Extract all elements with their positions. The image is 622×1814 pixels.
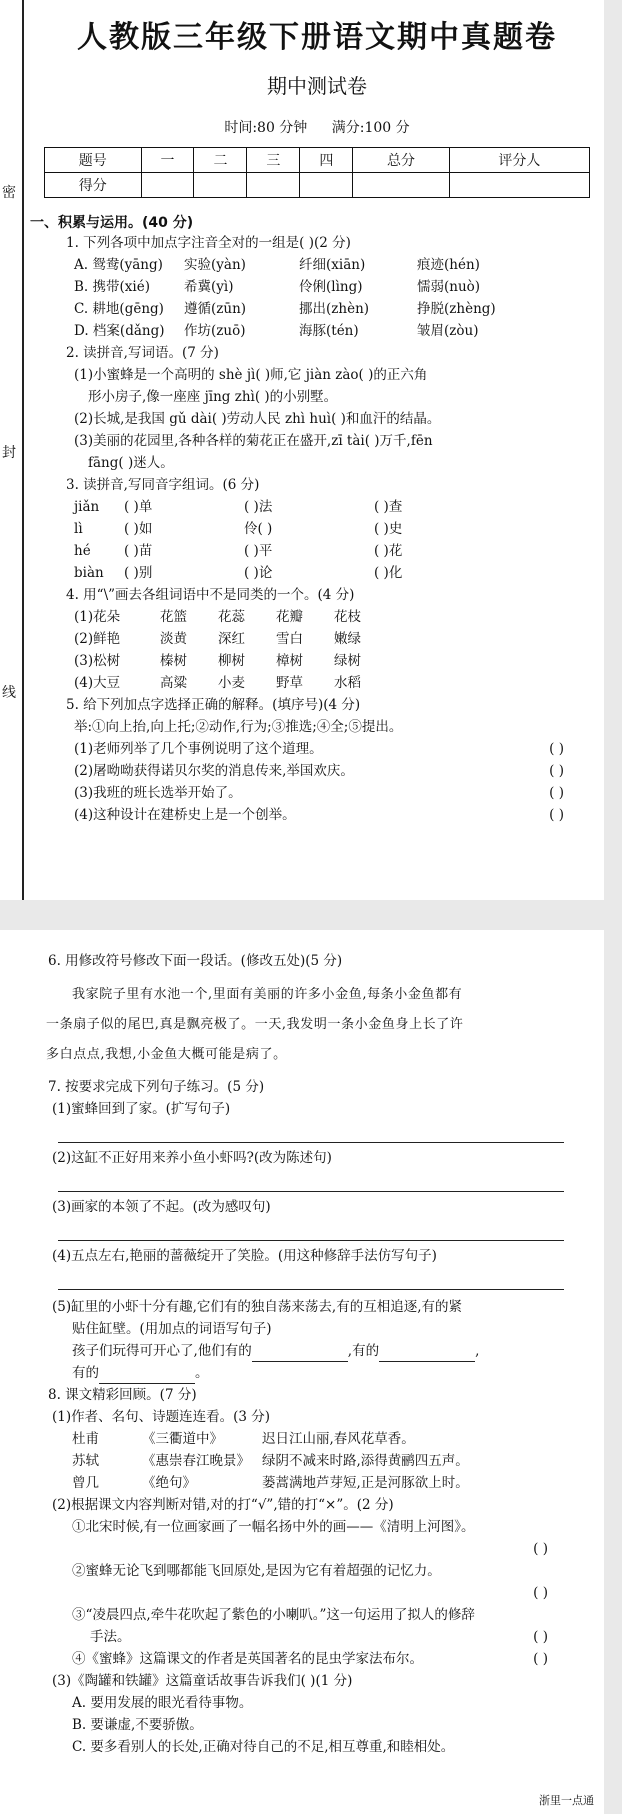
q8-poem-title[interactable]: 《三衢道中》: [142, 1431, 223, 1447]
q7-item5-text: 。: [195, 1365, 209, 1381]
q4-row: [74, 628, 604, 650]
q1-b-word: B. 携带(xié): [74, 279, 150, 295]
q4-word[interactable]: 嫩绿: [334, 631, 361, 647]
q3-blank[interactable]: ( )别: [124, 565, 153, 581]
q4-word[interactable]: 樟树: [276, 653, 303, 669]
q5-item: [74, 738, 604, 760]
q8-poem-line[interactable]: 绿阴不减来时路,添得黄鹂四五声。: [262, 1453, 469, 1469]
q4-word[interactable]: 榛树: [160, 653, 187, 669]
q4-word[interactable]: 高粱: [160, 675, 187, 691]
q3-blank[interactable]: ( )平: [244, 543, 273, 559]
exam-time: 时间:80 分钟: [224, 120, 308, 136]
q3-stem: 3. 读拼音,写同音字组词。(6 分): [66, 477, 260, 493]
q7-item5-line1: (5)缸里的小虾十分有趣,它们有的独自荡来荡去,有的互相追逐,有的紧: [52, 1299, 462, 1315]
q7-stem: 7. 按要求完成下列句子练习。(5 分): [48, 1079, 265, 1095]
q7-item5-text: 孩子们玩得可开心了,他们有的: [72, 1343, 252, 1359]
q8-part2: (2)根据课文内容判断对错,对的打“√”,错的打“×”。(2 分): [52, 1497, 394, 1513]
q8-judge-item: ①北宋时候,有一位画家画了一幅名扬中外的画——《清明上河图》。: [72, 1519, 475, 1535]
exam-page-1: [0, 0, 604, 900]
section1-title: 一、积累与运用。(40 分): [30, 215, 194, 231]
q7-item5-text: ,: [475, 1343, 480, 1359]
q3-blank[interactable]: 伶( ): [244, 521, 273, 537]
q8-judge-text: ④《蜜蜂》这篇课文的作者是英国著名的昆虫学家法布尔。: [72, 1651, 423, 1667]
q7-item5-line4: [72, 1362, 604, 1384]
score-header-cell: 评分人: [449, 148, 589, 173]
score-cell[interactable]: [247, 173, 300, 198]
q4-word[interactable]: (4)大豆: [74, 675, 121, 691]
q1-d-word: 作坊(zuō): [184, 323, 246, 339]
q3-blank[interactable]: ( )如: [124, 521, 153, 537]
q8-judge-item: ③“凌晨四点,牵牛花吹起了紫色的小喇叭。”这一句运用了拟人的修辞: [72, 1607, 475, 1623]
q1-c-word: 挣脱(zhèng): [417, 301, 496, 317]
q4-word[interactable]: (3)松树: [74, 653, 121, 669]
margin-mark-feng: 封: [2, 440, 16, 464]
q7-answer-line[interactable]: [58, 1124, 564, 1143]
q2-line: fāng( )迷人。: [88, 455, 174, 471]
exam-full-score: 满分:100 分: [331, 120, 410, 136]
q6-stem: 6. 用修改符号修改下面一段话。(修改五处)(5 分): [48, 953, 343, 969]
page-subtitle: 期中测试卷: [267, 74, 367, 98]
q8-poem-row: [72, 1472, 604, 1494]
q1-d-word: 海豚(tén): [299, 323, 359, 339]
q3-blank[interactable]: ( )苗: [124, 543, 153, 559]
q6-paragraph: [0, 980, 604, 1070]
q8-author[interactable]: 杜甫: [72, 1431, 99, 1447]
q3-blank[interactable]: ( )查: [374, 499, 403, 515]
q4-stem: 4. 用“\”画去各组词语中不是同类的一个。(4 分): [66, 587, 355, 603]
q8-part1: (1)作者、名句、诗题连连看。(3 分): [52, 1409, 271, 1425]
q1-c-word: C. 耕地(gēng): [74, 301, 164, 317]
score-cell[interactable]: [141, 173, 194, 198]
q5-answer-paren[interactable]: ( ): [549, 785, 564, 801]
q4-word[interactable]: 小麦: [218, 675, 245, 691]
score-cell[interactable]: [449, 173, 589, 198]
score-table-score-row: [45, 173, 590, 198]
q3-blank[interactable]: ( )花: [374, 543, 403, 559]
score-table: [44, 147, 590, 198]
score-header-cell: 一: [141, 148, 194, 173]
q8-poem-line[interactable]: 迟日江山丽,春风花草香。: [262, 1431, 415, 1447]
q5-item-text: (2)屠呦呦获得诺贝尔奖的消息传来,举国欢庆。: [74, 763, 354, 779]
q6-paragraph-line: 多白点点,我想,小金鱼大概可能是病了。: [46, 1047, 287, 1062]
q1-b-word: 希冀(yì): [184, 279, 234, 295]
score-cell[interactable]: [300, 173, 353, 198]
q5-answer-paren[interactable]: ( ): [549, 807, 564, 823]
score-cell[interactable]: [194, 173, 247, 198]
q5-item: [74, 760, 604, 782]
q2-line: (1)小蜜蜂是一个高明的 shè jì( )师,它 jiàn zào( )的正六角: [74, 367, 428, 383]
score-header-cell: 总分: [353, 148, 450, 173]
q1-option-b: [74, 276, 604, 298]
q3-blank[interactable]: ( )论: [244, 565, 273, 581]
q1-d-word: D. 档案(dǎng): [74, 323, 165, 339]
q4-row: [74, 650, 604, 672]
q8-judge-paren[interactable]: ( ): [533, 1629, 548, 1645]
q8-poem-title[interactable]: 《绝句》: [142, 1475, 196, 1491]
q4-row: [74, 606, 604, 628]
q3-row: [74, 518, 604, 540]
q5-item-text: (4)这种设计在建桥史上是一个创举。: [74, 807, 296, 823]
q8-judge-paren[interactable]: ( ): [533, 1651, 548, 1667]
q8-judge-item: [72, 1648, 604, 1670]
q1-a-word: 实验(yàn): [184, 257, 246, 273]
exam-sheet-2: [0, 930, 604, 1758]
q7-item: (2)这缸不正好用来养小鱼小虾吗?(改为陈述句): [52, 1150, 332, 1166]
q1-c-word: 遵循(zūn): [184, 301, 247, 317]
q1-stem: 1. 下列各项中加点字注音全对的一组是( )(2 分): [66, 235, 351, 251]
q1-c-word: 挪出(zhèn): [299, 301, 370, 317]
q7-answer-line[interactable]: [58, 1173, 564, 1192]
q1-a-word: 纤细(xiān): [299, 257, 366, 273]
q3-blank[interactable]: ( )史: [374, 521, 403, 537]
q4-word[interactable]: 淡黄: [160, 631, 187, 647]
q3-pinyin: biàn: [74, 565, 104, 581]
q5-answer-paren[interactable]: ( ): [549, 741, 564, 757]
q1-option-d: [74, 320, 604, 342]
q7-answer-line[interactable]: [58, 1271, 564, 1290]
q8-choice[interactable]: C. 要多看别人的长处,正确对待自己的不足,相互尊重,和睦相处。: [72, 1739, 455, 1755]
q1-option-a: [74, 254, 604, 276]
q3-row: [74, 562, 604, 584]
q1-option-c: [74, 298, 604, 320]
page-title: 人教版三年级下册语文期中真题卷: [77, 20, 557, 55]
q1-d-word: 皱眉(zòu): [417, 323, 479, 339]
q2-line: 形小房子,像一座座 jīng zhì( )的小别墅。: [88, 389, 338, 405]
q5-example: 举:①向上抬,向上托;②动作,行为;③推选;④全;⑤提出。: [74, 719, 403, 735]
score-table-header-row: [45, 148, 590, 173]
q6-paragraph-line: 我家院子里有水池一个,里面有美丽的许多小金鱼,每条小金鱼都有: [72, 987, 463, 1002]
q5-item-text: (3)我班的班长选举开始了。: [74, 785, 242, 801]
q8-choice[interactable]: B. 要谦虚,不要骄傲。: [72, 1717, 203, 1733]
q4-word[interactable]: 雪白: [276, 631, 303, 647]
q8-poem-line[interactable]: 蒌蒿满地芦芽短,正是河豚欲上时。: [262, 1475, 469, 1491]
q8-judge-paren[interactable]: ( ): [533, 1541, 548, 1557]
q8-part3: (3)《陶罐和铁罐》这篇童话故事告诉我们( )(1 分): [52, 1673, 353, 1689]
q5-item-text: (1)老师列举了几个事例说明了这个道理。: [74, 741, 323, 757]
score-row-label: 得分: [45, 173, 142, 198]
q4-row: [74, 672, 604, 694]
q8-judge-paren[interactable]: ( ): [533, 1585, 548, 1601]
q8-judge-text: 手法。: [90, 1629, 131, 1645]
q3-row: [74, 496, 604, 518]
q4-word[interactable]: 花篮: [160, 609, 187, 625]
q3-pinyin: jiǎn: [74, 499, 100, 515]
q7-item5-blank[interactable]: [252, 1361, 348, 1362]
q5-answer-paren[interactable]: ( ): [549, 763, 564, 779]
q4-word[interactable]: 花枝: [334, 609, 361, 625]
q7-item: (1)蜜蜂回到了家。(扩写句子): [52, 1101, 231, 1117]
q7-item: (4)五点左右,艳丽的蔷薇绽开了笑脸。(用这种修辞手法仿写句子): [52, 1248, 437, 1264]
q8-poem-row: [72, 1428, 604, 1450]
q3-blank[interactable]: ( )化: [374, 565, 403, 581]
q1-a-word: A. 鸳鸯(yāng): [74, 257, 163, 273]
score-header-cell: 题号: [45, 148, 142, 173]
q5-stem: 5. 给下列加点字选择正确的解释。(填序号)(4 分): [66, 697, 361, 713]
q3-pinyin: hé: [74, 543, 91, 559]
q4-word[interactable]: 柳树: [218, 653, 245, 669]
q5-item: [74, 782, 604, 804]
exam-info: [30, 117, 604, 137]
q4-word[interactable]: 野草: [276, 675, 303, 691]
q7-item5-text: 有的: [72, 1365, 99, 1381]
score-header-cell: 三: [247, 148, 300, 173]
footer-watermark: 浙里一点通: [539, 1794, 594, 1807]
q1-a-word: 痕迹(hén): [417, 257, 480, 273]
q1-b-word: 懦弱(nuò): [417, 279, 481, 295]
exam-sheet-1: [30, 0, 604, 826]
q4-word[interactable]: 花瓣: [276, 609, 303, 625]
q7-item: (3)画家的本领了不起。(改为感叹句): [52, 1199, 271, 1215]
q3-pinyin: lì: [74, 521, 83, 537]
q8-author[interactable]: 曾几: [72, 1475, 99, 1491]
q8-choice[interactable]: A. 要用发展的眼光看待事物。: [72, 1695, 253, 1711]
q3-blank[interactable]: ( )单: [124, 499, 153, 515]
score-header-cell: 二: [194, 148, 247, 173]
q4-word[interactable]: 水稻: [334, 675, 361, 691]
q8-author[interactable]: 苏轼: [72, 1453, 99, 1469]
q8-judge-item-cont: [90, 1626, 604, 1648]
q3-blank[interactable]: ( )法: [244, 499, 273, 515]
binding-line: [22, 0, 24, 900]
q7-item5-line2: 贴住缸壁。(用加点的词语写句子): [72, 1321, 272, 1337]
q5-item: [74, 804, 604, 826]
margin-mark-mi: 密: [2, 180, 16, 204]
score-cell[interactable]: [353, 173, 450, 198]
q8-poem-row: [72, 1450, 604, 1472]
q2-line: (3)美丽的花园里,各种各样的菊花正在盛开,zī tài( )万千,fēn: [74, 433, 433, 449]
q7-item5-line3: [72, 1340, 604, 1362]
q1-b-word: 伶俐(lìng): [299, 279, 363, 295]
q2-stem: 2. 读拼音,写词语。(7 分): [66, 345, 219, 361]
q4-word[interactable]: 花蕊: [218, 609, 245, 625]
exam-page-2: [0, 930, 604, 1814]
q3-row: [74, 540, 604, 562]
q8-poem-title[interactable]: 《惠崇春江晚景》: [142, 1453, 250, 1469]
margin-mark-xian: 线: [2, 680, 16, 704]
q2-line: (2)长城,是我国 gǔ dài( )劳动人民 zhì huì( )和血汗的结晶。: [74, 411, 441, 427]
q4-word[interactable]: (1)花朵: [74, 609, 121, 625]
score-header-cell: 四: [300, 148, 353, 173]
q4-word[interactable]: 深红: [218, 631, 245, 647]
q7-item5-blank[interactable]: [379, 1361, 475, 1362]
q6-paragraph-line: 一条扇子似的尾巴,真是飘亮极了。一天,我发明一条小金鱼身上长了许: [46, 1017, 464, 1032]
q4-word[interactable]: 绿树: [334, 653, 361, 669]
q8-judge-item: ②蜜蜂无论飞到哪都能飞回原处,是因为它有着超强的记忆力。: [72, 1563, 441, 1579]
q4-word[interactable]: (2)鲜艳: [74, 631, 121, 647]
q7-answer-line[interactable]: [58, 1222, 564, 1241]
q8-stem: 8. 课文精彩回顾。(7 分): [48, 1387, 197, 1403]
q7-item5-text: ,有的: [347, 1343, 380, 1359]
